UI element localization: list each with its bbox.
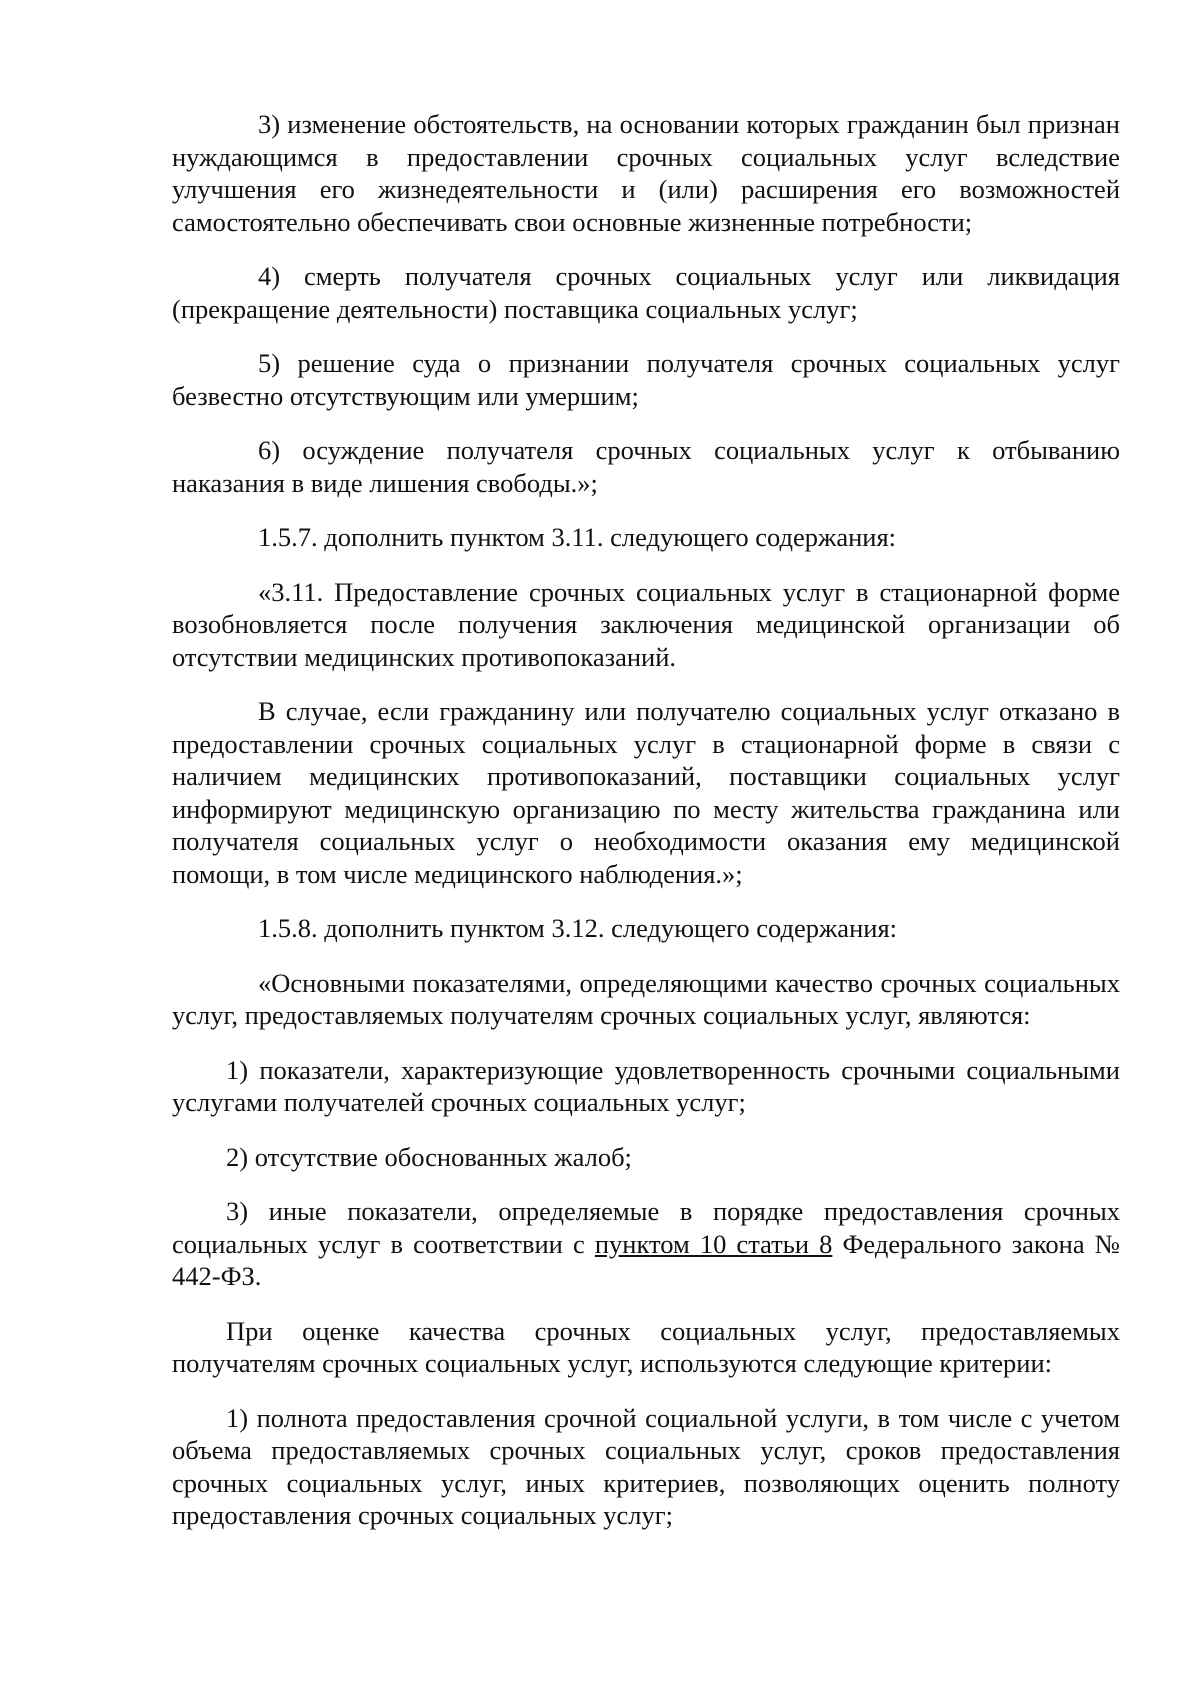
paragraph-refusal-case: В случае, если гражданину или получателю социальных услуг отказано в предоставлении срочных социальных услуг в стационарной форме в связи с наличием медицинских противопоказаний, поставщики социальных услуг информируют медицинскую организацию по месту жительства гражданина или получателя социальных услуг о необходимости оказания ему медицинской помощи, в том числе медицинского наблюдения.»;	[172, 696, 1120, 889]
paragraph-indicator-3-before: 3) иные показатели, определяемые в порядке предоставления срочных социальных услуг в соответствии с	[172, 1196, 1120, 1259]
paragraph-indicator-2: 2) отсутствие обоснованных жалоб;	[226, 1141, 632, 1172]
paragraph-clause-1-5-7: 1.5.7. дополнить пунктом 3.11. следующего содержания:	[258, 522, 897, 552]
paragraph-indicator-3-after: Федерального закона № 442-ФЗ.	[172, 1228, 1120, 1291]
paragraph-indicator-3	[172, 1195, 1120, 1293]
paragraph-item-3: 3) изменение обстоятельств, на основании которых гражданин был признан нуждающимся в предоставлении срочных социальных услуг вследствие улучшения его жизнедеятельности и (или) расширения его возможностей самостоятельно обеспечивать свои основные жизненные потребности;	[172, 109, 1120, 237]
paragraph-item-4: 4) смерть получателя срочных социальных услуг или ликвидация (прекращение деятельности) поставщика социальных услуг;	[172, 261, 1120, 324]
paragraph-clause-1-5-8: 1.5.8. дополнить пунктом 3.12. следующего содержания:	[258, 913, 897, 943]
paragraph-criterion-1: 1) полнота предоставления срочной социальной услуги, в том числе с учетом объема предоставляемых срочных социальных услуг, сроков предоставления срочных социальных услуг, иных критериев, позволяющих оценить полноту предоставления срочных социальных услуг;	[172, 1402, 1120, 1530]
paragraph-item-6: 6) осуждение получателя срочных социальных услуг к отбыванию наказания в виде лишения свободы.»;	[172, 435, 1120, 498]
law-reference-link[interactable]: пунктом 10 статьи 8	[594, 1228, 833, 1259]
paragraph-indicator-1: 1) показатели, характеризующие удовлетворенность срочными социальными услугами получателей срочных социальных услуг;	[172, 1054, 1120, 1117]
document-page	[172, 108, 1120, 1554]
paragraph-item-5: 5) решение суда о признании получателя срочных социальных услуг безвестно отсутствующим или умершим;	[172, 348, 1120, 411]
paragraph-quality-criteria: При оценке качества срочных социальных услуг, предоставляемых получателям срочных социальных услуг, используются следующие критерии:	[172, 1315, 1120, 1378]
paragraph-point-3-11: «3.11. Предоставление срочных социальных услуг в стационарной форме возобновляется после получения заключения медицинской организации об отсутствии медицинских противопоказаний.	[172, 576, 1120, 672]
paragraph-quality-indicators: «Основными показателями, определяющими качество срочных социальных услуг, предоставляемых получателям срочных социальных услуг, являются:	[172, 967, 1120, 1030]
